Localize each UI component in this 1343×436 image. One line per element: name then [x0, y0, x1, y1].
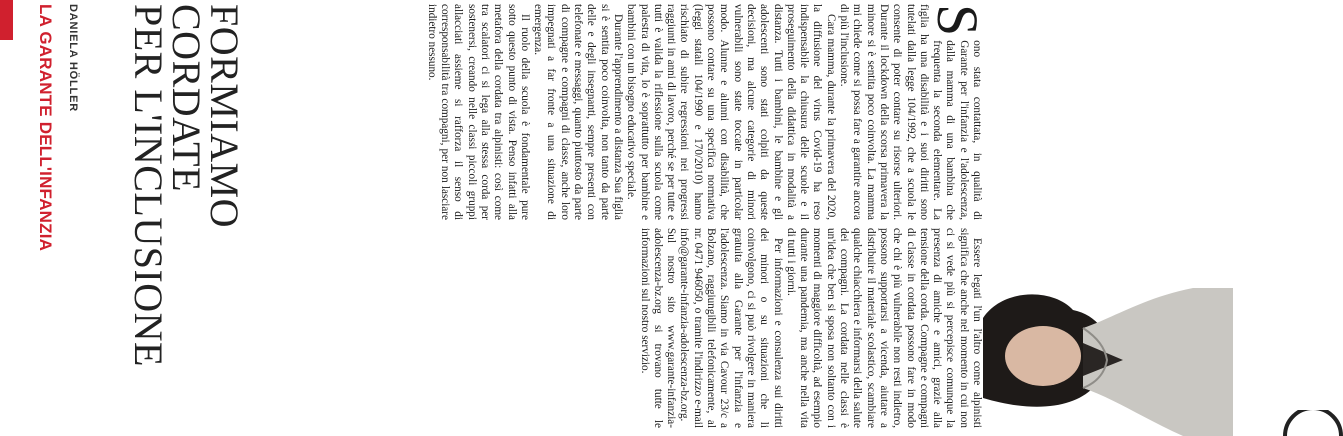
- section-color-bar: [0, 0, 13, 40]
- paragraph: Cara mamma, durante la primavera del 2020, la diffusione del virus Covid-19 ha reso indispensabile la chiusura delle scuole e il proseguimento della didattica in modalità a distanza. Tutti i bambini, le bambine e gli adolescenti sono stati colpiti da queste decisioni, ma alcune categorie di minori vulnerabili sono state toccate in particolar modo. Alunne e alunni con disabilità, che possono contare su una specifica normativa (leggi statali 104/1990 e 170/2010) hanno rischiato di subire regressioni nei progressi raggiunti in anni di lavoro, perché se per tutte e tutti è valida la riflessione sulla scuola come palestra di vita, lo è soprattutto per bambine e bambini con un bisogno educativo speciale.: [625, 4, 837, 220]
- paragraph: Durante l'apprendimento a distanza Sua figlia si è sentita poco coinvolta, non tanto da parte delle e degli insegnanti, sempre presenti con telefonate e messaggi, quanto piuttosto da parte di compagne e compagni di classe, anche loro impegnati a far fronte a una situazione di emergenza.: [532, 4, 624, 220]
- author-byline: DANIELA HÖLLER: [67, 4, 79, 112]
- headline-line-2: CORDATE: [164, 4, 209, 192]
- article-column-1: [253, 4, 990, 220]
- section-title: LA GARANTE DELL'INFANZIA: [36, 4, 55, 252]
- headline-line-1: FORMIAMO: [202, 4, 247, 229]
- paragraph: Essere legati l'un l'altro come alpinisti significa che anche nel momento in cui non ci si vede più si percepisce comunque la presenza di amiche e amici, grazie alla tensione della corda. Compagne e compagni di classe in cordata possono fare in modo che chi è più vulnerabile non resti indietro, possono supportarsi a vicenda, aiutare a distribuire il materiale scolastico, scambiare qualche chiacchiera e informarsi della salute dei compagni. La cordata nelle classi è un'idea che ben si sposa non soltanto con i momenti di maggiore difficoltà, ad esempio durante una pandemia, ma anche nella vita di tutti i giorni.: [784, 228, 983, 428]
- portrait-photo: [983, 248, 1233, 436]
- decorative-circle: [1283, 410, 1343, 436]
- drop-cap: S: [925, 4, 990, 37]
- paragraph: Per informazioni e consulenza sui diritti dei minori o su situazioni che li coinvolgono, ci si può rivolgere in maniera gratuita alla Garante per l'infanzia e l'adolescenza. Siamo in via Cavour 23/c a Bolzano, raggiungibili telefonicamente, al nr. 0471 946050, o tramite l'indirizzo e-mail info@garante-infanzia-adolescenza-bz.org. Sul nostro sito www.garante-infanzia-adolescenza-bz.org si trovano tutte le informazioni sul nostro servizio.: [638, 228, 784, 428]
- article-headline: [126, 4, 247, 424]
- paragraph: Il ruolo della scuola è fondamentale pure sotto questo punto di vista. Penso infatti alla metafora della cordata tra alpinisti: così come tra scalatori ci si lega alla stessa corda per sostenersi, creando nelle classi piccoli gruppi allacciati assieme si rafforza il senso di corresponsabilità tra compagni, per non lasciare indietro nessuno.: [425, 4, 531, 220]
- article-column-2: [253, 228, 983, 428]
- paragraph: S ono stata contattata, in qualità di Garante per l'infanzia e l'adolescenza, dalla mamma di una bambina che frequenta la seconda elementare. La figlia ha una disabilità e i suoi diritti sono tutelati dalla legge 104/1992, che a scuola le consente di poter contare su risorse ulteriori. Durante il lockdown della scorsa primavera la minore si è sentita poco coinvolta. La mamma mi chiede come si possa fare a garantire ancora di più l'inclusione.: [838, 4, 990, 220]
- headline-line-3: PER L'INCLUSIONE: [126, 4, 171, 367]
